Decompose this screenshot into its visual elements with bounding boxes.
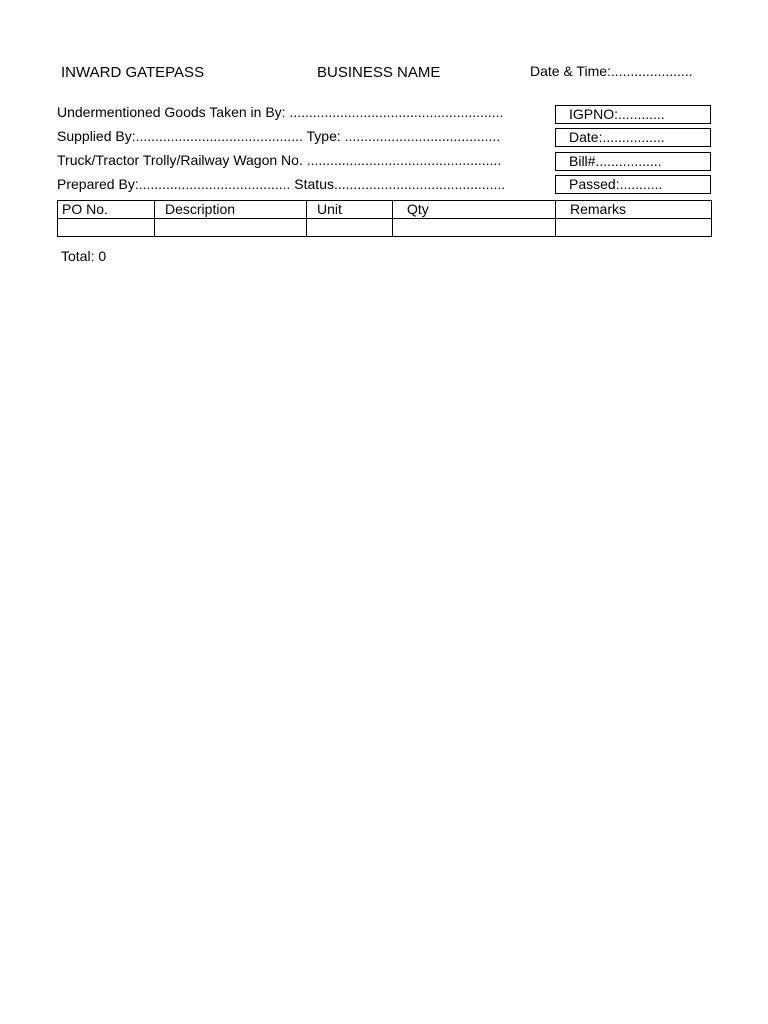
gatepass-title: INWARD GATEPASS bbox=[61, 64, 205, 81]
table-header-row bbox=[58, 201, 712, 219]
total-label: Total: 0 bbox=[61, 248, 107, 264]
column-header-description: Description bbox=[155, 201, 307, 219]
date-time-field: Date & Time:..................... bbox=[530, 63, 693, 79]
vehicle-no-field: Truck/Tractor Trolly/Railway Wagon No. .................................................. bbox=[57, 152, 502, 168]
igpno-label: IGPNO:............ bbox=[569, 106, 665, 122]
date-box bbox=[555, 128, 711, 147]
items-table bbox=[57, 200, 712, 237]
table-cell bbox=[556, 219, 712, 237]
passed-box bbox=[555, 175, 711, 194]
table-cell bbox=[307, 219, 393, 237]
bill-box bbox=[555, 152, 711, 171]
bill-label: Bill#................. bbox=[569, 153, 662, 169]
supplied-by-field: Supplied By:........................................... Type: ........................................ bbox=[57, 128, 501, 144]
table-cell bbox=[58, 219, 155, 237]
table-cell bbox=[393, 219, 556, 237]
column-header-unit: Unit bbox=[307, 201, 393, 219]
date-label: Date:................ bbox=[569, 129, 665, 145]
igpno-box bbox=[555, 105, 711, 124]
goods-taken-by-field: Undermentioned Goods Taken in By: ....................................................... bbox=[57, 104, 504, 120]
prepared-by-field: Prepared By:....................................... Status............................................ bbox=[57, 176, 506, 192]
column-header-qty: Qty bbox=[393, 201, 556, 219]
table-row bbox=[58, 219, 712, 237]
table-cell bbox=[155, 219, 307, 237]
passed-label: Passed:........... bbox=[569, 176, 663, 192]
business-name: BUSINESS NAME bbox=[317, 64, 441, 81]
column-header-remarks: Remarks bbox=[556, 201, 712, 219]
column-header-po-no: PO No. bbox=[58, 201, 155, 219]
